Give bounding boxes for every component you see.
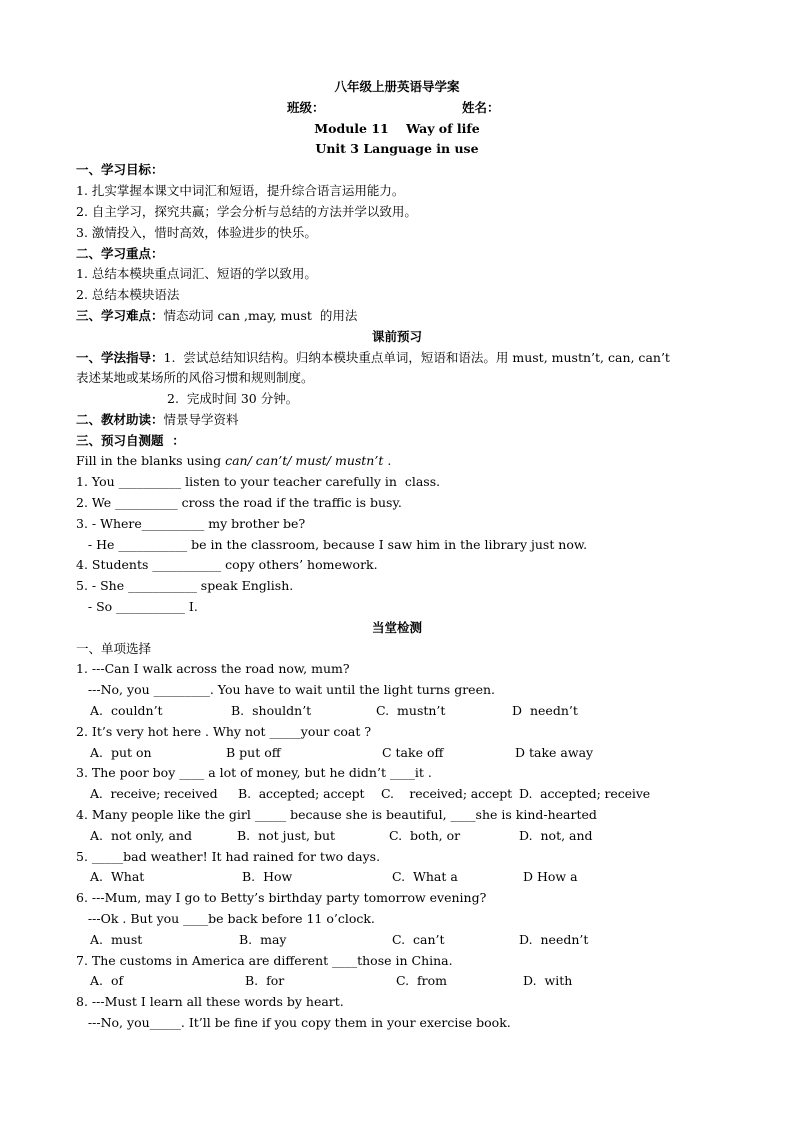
option-d: D take away: [515, 745, 594, 760]
option-b: B. for: [245, 973, 285, 988]
material-heading: 二、教材助读：: [76, 412, 164, 427]
option-a: A. put on: [90, 745, 152, 760]
option-c: C. can’t: [392, 932, 445, 947]
option-c: C. mustn’t: [376, 703, 446, 718]
key-points-heading: 二、学习重点：: [76, 246, 164, 261]
difficulty-text: 情态动词 can ,may, must 的用法: [163, 308, 358, 323]
question-stem: 8. ---Must I learn all these words by heart.: [76, 994, 344, 1009]
goal-item: 1. 扎实掌握本课文中词汇和短语，提升综合语言运用能力。: [76, 183, 405, 198]
question-stem: 7. The customs in America are different ____those in China.: [76, 953, 453, 968]
goals-heading: 一、学习目标：: [76, 162, 164, 177]
guide-line-3: 2. 完成时间 30 分钟。: [167, 391, 299, 406]
question-stem: 1. ---Can I walk across the road now, mum?: [76, 661, 350, 676]
question-stem: 4. Many people like the girl _____ because she is beautiful, ____she is kind-hearted: [76, 807, 597, 822]
question-stem: ---Ok . But you ____be back before 11 o’clock.: [76, 911, 375, 926]
in-class-title: 当堂检测: [371, 620, 422, 635]
key-point-item: 2. 总结本模块语法: [76, 287, 180, 302]
goal-item: 2. 自主学习，探究共赢；学会分析与总结的方法并学以致用。: [76, 204, 417, 219]
option-a: A. couldn’t: [90, 703, 163, 718]
guide-line-1: [76, 350, 670, 366]
option-d: D. with: [523, 973, 573, 988]
difficulty-heading: 三、学习难点：: [76, 308, 164, 323]
option-a: A. What: [90, 869, 145, 884]
option-b: B. accepted; accept: [238, 786, 365, 801]
difficulty-line: [76, 308, 357, 324]
option-c: C. from: [396, 973, 448, 988]
goal-item: 3. 激情投入，惜时高效，体验进步的快乐。: [76, 225, 317, 240]
option-b: B. shouldn’t: [231, 703, 312, 718]
instruction-suffix: .: [383, 453, 392, 468]
fill-item: - So ___________ I.: [76, 599, 198, 614]
module-title: Module 11 Way of life: [314, 121, 480, 136]
material-line: [76, 412, 239, 428]
fill-item: 4. Students ___________ copy others’ homework.: [76, 557, 378, 572]
guide-line-2: 表述某地或某场所的风俗习惯和规则制度。: [76, 370, 314, 385]
option-a: A. receive; received: [90, 786, 218, 801]
mcq-heading: 一、单项选择: [76, 641, 152, 656]
option-c: C. received; accept: [381, 786, 513, 801]
option-d: D. accepted; receive: [519, 786, 651, 801]
question-stem: ---No, you _________. You have to wait until the light turns green.: [76, 682, 495, 697]
instruction-prefix: Fill in the blanks using: [76, 453, 226, 468]
option-b: B. may: [239, 932, 287, 947]
class-label: 班级：: [287, 100, 325, 115]
question-stem: ---No, you_____. It’ll be fine if you copy them in your exercise book.: [76, 1015, 511, 1030]
option-c: C. What a: [392, 869, 458, 884]
fill-item: 1. You __________ listen to your teacher carefully in class.: [76, 474, 441, 489]
fill-item: 5. - She ___________ speak English.: [76, 578, 294, 593]
question-stem: 5. _____bad weather! It had rained for two days.: [76, 849, 381, 864]
option-d: D needn’t: [512, 703, 578, 718]
material-text: 情景导学资料: [163, 412, 239, 427]
key-point-item: 1. 总结本模块重点词汇、短语的学以致用。: [76, 266, 317, 281]
unit-title: Unit 3 Language in use: [315, 141, 479, 156]
instruction-words: can/ can’t/ must/ mustn’t: [225, 453, 384, 468]
option-b: B. not just, but: [237, 828, 336, 843]
guide-text-1: 1. 尝试总结知识结构。归纳本模块重点单词，短语和语法。用 must, mustn’t, can, can’t: [163, 350, 670, 365]
question-stem: 2. It’s very hot here . Why not _____your coat ?: [76, 724, 372, 739]
fill-item: 2. We __________ cross the road if the traffic is busy.: [76, 495, 402, 510]
fill-item: - He ___________ be in the classroom, because I saw him in the library just now.: [76, 537, 588, 552]
option-d: D How a: [523, 869, 578, 884]
option-a: A. of: [90, 973, 124, 988]
option-c: C. both, or: [389, 828, 461, 843]
fill-item: 3. - Where__________ my brother be?: [76, 516, 306, 531]
option-d: D. not, and: [519, 828, 593, 843]
name-label: 姓名：: [462, 100, 500, 115]
question-stem: 3. The poor boy ____ a lot of money, but he didn’t ____it .: [76, 765, 432, 780]
option-c: C take off: [382, 745, 444, 760]
option-a: A. must: [90, 932, 143, 947]
fill-instruction: [76, 453, 391, 469]
option-b: B. How: [242, 869, 293, 884]
option-a: A. not only, and: [90, 828, 192, 843]
self-test-heading: 三、预习自测题 ：: [76, 433, 185, 448]
option-d: D. needn’t: [519, 932, 589, 947]
guide-heading: 一、学法指导：: [76, 350, 164, 365]
question-stem: 6. ---Mum, may I go to Betty’s birthday party tomorrow evening?: [76, 890, 487, 905]
preview-title: 课前预习: [371, 329, 422, 344]
option-b: B put off: [226, 745, 281, 760]
worksheet-title: 八年级上册英语导学案: [334, 79, 460, 94]
